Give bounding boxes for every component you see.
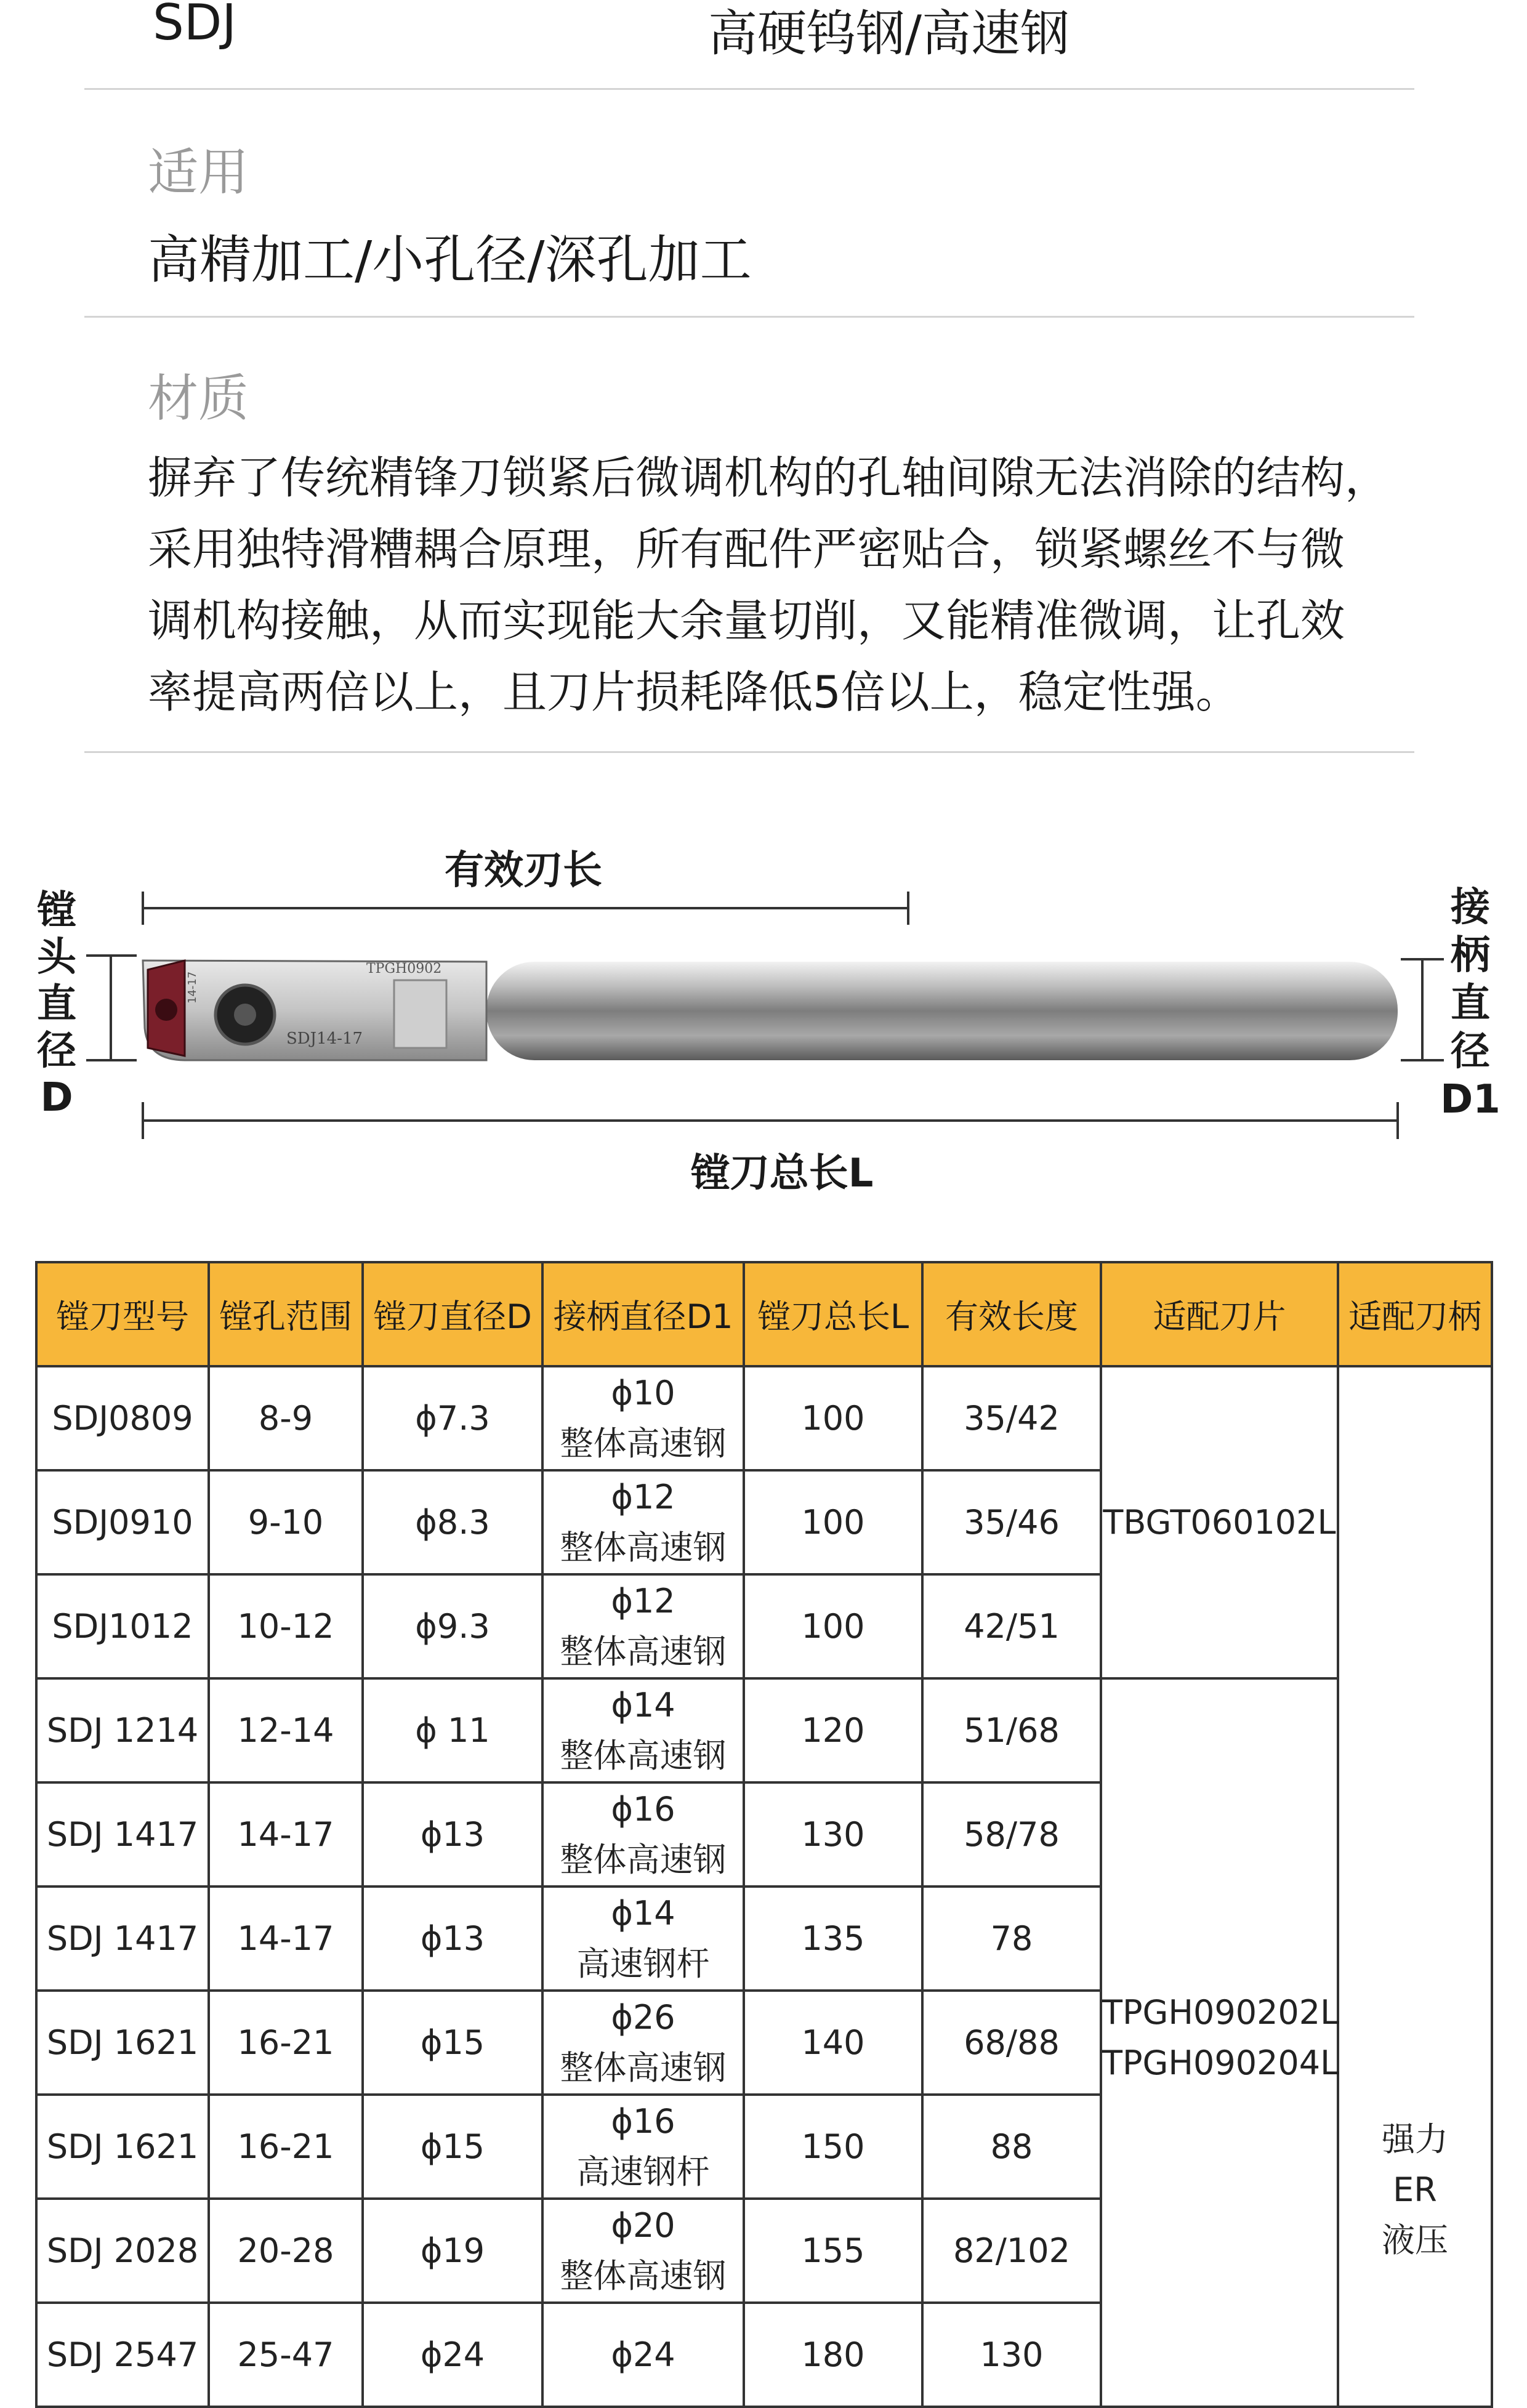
- total-length-label: 镗刀总长L: [690, 1151, 874, 1196]
- cell-length: 120: [744, 1678, 922, 1782]
- cell-range: 16-21: [209, 2095, 363, 2199]
- shank-diameter: ϕ16: [611, 2101, 675, 2141]
- cell-length: 100: [744, 1574, 922, 1678]
- tool-shank: [486, 962, 1398, 1060]
- usage-label: 适用: [148, 143, 249, 202]
- head-diameter-char: 镗: [37, 888, 76, 933]
- cell-effective: 68/88: [922, 1991, 1101, 2095]
- description: [148, 442, 1447, 728]
- cell-length: 100: [744, 1366, 922, 1470]
- material-title: 高硬钨钢/高速钢: [708, 5, 1070, 62]
- cell-shank: [542, 1887, 744, 1991]
- description-line: 率提高两倍以上，且刀片损耗降低5倍以上，稳定性强。: [148, 666, 1240, 718]
- cell-length: 130: [744, 1782, 922, 1887]
- column-header: 镗刀总长L: [744, 1262, 922, 1366]
- cell-range: 14-17: [209, 1782, 363, 1887]
- cell-effective: 35/42: [922, 1366, 1101, 1470]
- cell-effective: 78: [922, 1887, 1101, 1991]
- cell-effective: 88: [922, 2095, 1101, 2199]
- shank-material: 整体高速钢: [560, 1632, 727, 1671]
- column-header: 接柄直径D1: [542, 1262, 744, 1366]
- column-header: 适配刀柄: [1338, 1262, 1492, 1366]
- cell-length: 100: [744, 1470, 922, 1574]
- shank-material: 整体高速钢: [560, 1423, 727, 1463]
- cell-diameter: ϕ15: [363, 1991, 542, 2095]
- cell-insert: [1101, 1678, 1338, 2407]
- cell-insert: TBGT060102L: [1101, 1366, 1338, 1678]
- cell-effective: 35/46: [922, 1470, 1101, 1574]
- shank-material: 高速钢杆: [576, 1944, 710, 1983]
- column-header: 镗孔范围: [209, 1262, 363, 1366]
- cell-range: 20-28: [209, 2199, 363, 2303]
- cell-shank: [542, 1782, 744, 1887]
- cell-length: 140: [744, 1991, 922, 2095]
- head-diameter-char: 径: [37, 1028, 76, 1074]
- cell-length: 150: [744, 2095, 922, 2199]
- divider: [84, 88, 1414, 90]
- divider: [84, 751, 1414, 753]
- shank-material: 整体高速钢: [560, 2256, 727, 2295]
- hex-socket-icon: [234, 1004, 256, 1026]
- divider: [84, 316, 1414, 318]
- cell-range: 14-17: [209, 1887, 363, 1991]
- cell-shank: [542, 2199, 744, 2303]
- description-line: 调机构接触，从而实现能大余量切削，又能精准微调，让孔效: [148, 595, 1345, 646]
- cell-effective: 42/51: [922, 1574, 1101, 1678]
- shank-diameter-char: D1: [1440, 1077, 1501, 1122]
- tool-marking: SDJ14-17: [286, 1029, 363, 1048]
- model-title: SDJ: [153, 0, 236, 51]
- cell-length: 180: [744, 2303, 922, 2407]
- shank-diameter-char: 柄: [1451, 933, 1490, 978]
- cell-length: 135: [744, 1887, 922, 1991]
- insert-screw-icon: [155, 999, 177, 1021]
- shank-material: 整体高速钢: [560, 1736, 727, 1775]
- cell-model: SDJ 2547: [36, 2303, 209, 2407]
- holder-line: 强力: [1382, 2120, 1448, 2159]
- cell-shank: [542, 1574, 744, 1678]
- shank-diameter: ϕ26: [611, 1997, 675, 2037]
- cell-diameter: ϕ15: [363, 2095, 542, 2199]
- insert-line: TPGH090202L: [1102, 1993, 1339, 2032]
- holder-line: ER: [1393, 2170, 1437, 2209]
- cell-length: 155: [744, 2199, 922, 2303]
- cell-shank: [542, 2095, 744, 2199]
- description-line: 采用独特滑糟耦合原理，所有配件严密贴合，锁紧螺丝不与微: [148, 523, 1345, 575]
- shank-material: 整体高速钢: [560, 1528, 727, 1567]
- shank-diameter: ϕ12: [611, 1581, 675, 1621]
- column-header: 镗刀直径D: [363, 1262, 542, 1366]
- cell-range: 25-47: [209, 2303, 363, 2407]
- cell-diameter: ϕ24: [363, 2303, 542, 2407]
- cell-diameter: ϕ9.3: [363, 1574, 542, 1678]
- table-header-row: [36, 1262, 1492, 1366]
- effective-length-label: 有效刃长: [445, 848, 602, 893]
- shank-diameter: ϕ12: [611, 1477, 675, 1516]
- cell-model: SDJ0910: [36, 1470, 209, 1574]
- cell-range: 8-9: [209, 1366, 363, 1470]
- insert-marking: TPGH0902: [366, 961, 442, 976]
- cell-model: SDJ 1214: [36, 1678, 209, 1782]
- shank-diameter: ϕ20: [611, 2205, 675, 2245]
- boring-tool-diagram: [0, 819, 1527, 1213]
- shank-diameter-char: 直: [1451, 981, 1490, 1026]
- cell-model: SDJ 1417: [36, 1887, 209, 1991]
- tool-flat: [394, 980, 446, 1048]
- cell-diameter: ϕ 11: [363, 1678, 542, 1782]
- cell-diameter: ϕ13: [363, 1782, 542, 1887]
- cell-shank: [542, 1991, 744, 2095]
- spec-table: [35, 1261, 1493, 2408]
- table-row: [36, 1366, 1492, 1470]
- shank-material: 整体高速钢: [560, 1840, 727, 1879]
- table-row: [36, 1678, 1492, 1782]
- cell-effective: 58/78: [922, 1782, 1101, 1887]
- cell-model: SDJ 2028: [36, 2199, 209, 2303]
- shank-diameter: ϕ10: [611, 1373, 675, 1412]
- cell-effective: 82/102: [922, 2199, 1101, 2303]
- column-header: 镗刀型号: [36, 1262, 209, 1366]
- cell-model: SDJ1012: [36, 1574, 209, 1678]
- shank-diameter: ϕ14: [611, 1893, 675, 1933]
- cell-effective: 130: [922, 2303, 1101, 2407]
- cell-range: 9-10: [209, 1470, 363, 1574]
- cell-shank: [542, 2303, 744, 2407]
- holder-line: 液压: [1382, 2221, 1448, 2260]
- cell-range: 10-12: [209, 1574, 363, 1678]
- cell-effective: 51/68: [922, 1678, 1101, 1782]
- cell-model: SDJ 1417: [36, 1782, 209, 1887]
- shank-material: 整体高速钢: [560, 2048, 727, 2087]
- scale-marking: 14-17: [186, 971, 199, 1004]
- cell-range: 12-14: [209, 1678, 363, 1782]
- shank-diameter-char: 径: [1451, 1029, 1490, 1074]
- cell-model: SDJ 1621: [36, 1991, 209, 2095]
- insert-line: TPGH090204L: [1102, 2044, 1339, 2082]
- shank-diameter-char: 接: [1451, 885, 1490, 930]
- shank-material: 高速钢杆: [576, 2152, 710, 2191]
- shank-diameter: ϕ16: [611, 1789, 675, 1829]
- cell-shank: [542, 1366, 744, 1470]
- cell-diameter: ϕ19: [363, 2199, 542, 2303]
- head-diameter-char: 直: [37, 981, 76, 1027]
- cell-model: SDJ0809: [36, 1366, 209, 1470]
- cell-holder: [1338, 1366, 1492, 2407]
- cell-shank: [542, 1470, 744, 1574]
- shank-diameter: ϕ14: [611, 1685, 675, 1725]
- column-header: 适配刀片: [1101, 1262, 1338, 1366]
- column-header: 有效长度: [922, 1262, 1101, 1366]
- cell-diameter: ϕ8.3: [363, 1470, 542, 1574]
- cell-model: SDJ 1621: [36, 2095, 209, 2199]
- head-diameter-char: D: [40, 1075, 73, 1121]
- description-line: 摒弃了传统精锋刀锁紧后微调机构的孔轴间隙无法消除的结构，: [148, 452, 1390, 504]
- head-diameter-char: 头: [37, 935, 76, 980]
- material-label: 材质: [148, 369, 249, 428]
- usage-value: 高精加工/小孔径/深孔加工: [148, 230, 752, 290]
- shank-diameter: ϕ24: [611, 2335, 675, 2374]
- cell-shank: [542, 1678, 744, 1782]
- cell-diameter: ϕ13: [363, 1887, 542, 1991]
- cell-range: 16-21: [209, 1991, 363, 2095]
- cell-diameter: ϕ7.3: [363, 1366, 542, 1470]
